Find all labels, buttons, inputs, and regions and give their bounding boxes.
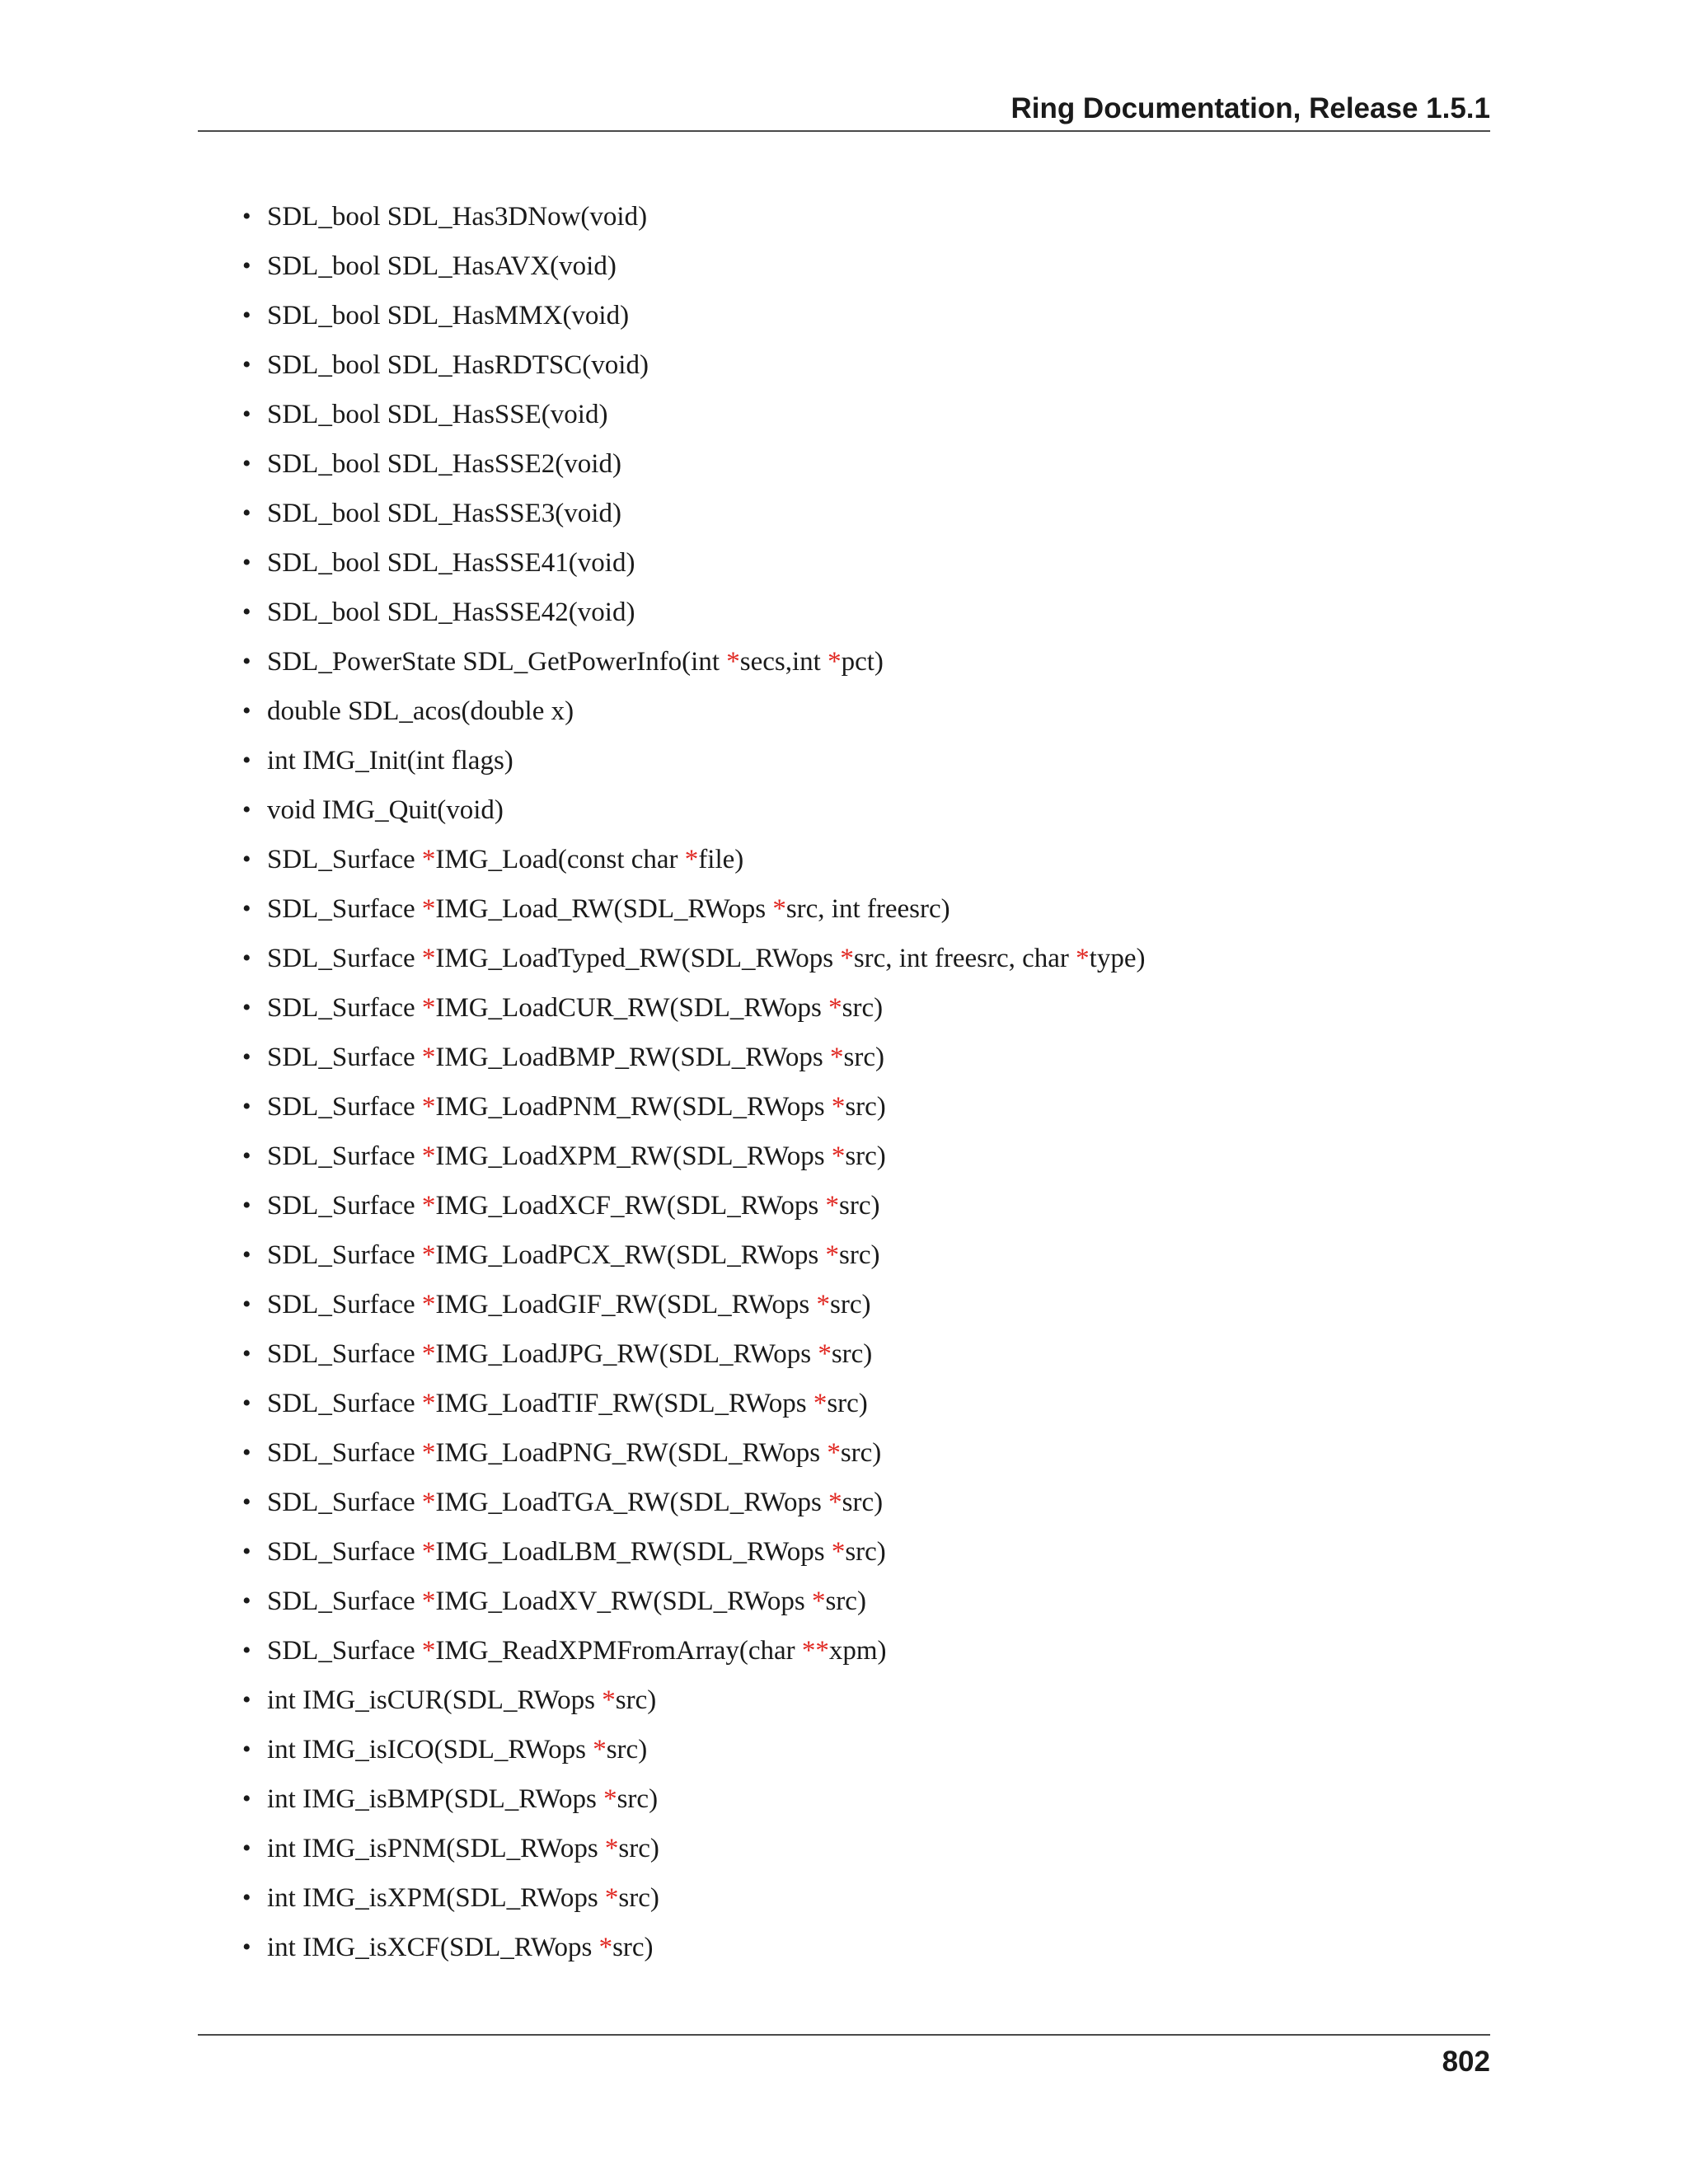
bullet-icon: • (242, 1686, 251, 1713)
bullet-icon: • (242, 252, 251, 279)
function-signature: SDL_Surface *IMG_LoadBMP_RW(SDL_RWops *src) (267, 1043, 884, 1072)
function-signature: int IMG_Init(int flags) (267, 746, 513, 776)
bullet-icon: • (242, 203, 251, 230)
function-signature: int IMG_isXPM(SDL_RWops *src) (267, 1883, 659, 1913)
function-signature: SDL_PowerState SDL_GetPowerInfo(int *secs,int *pct) (267, 647, 884, 677)
bullet-icon: • (242, 1291, 251, 1318)
bullet-icon: • (242, 895, 251, 922)
function-signature: SDL_Surface *IMG_LoadXPM_RW(SDL_RWops *src) (267, 1141, 886, 1171)
function-signature: SDL_bool SDL_HasSSE(void) (267, 400, 608, 429)
function-signature: double SDL_acos(double x) (267, 696, 574, 726)
function-signature: SDL_Surface *IMG_LoadXCF_RW(SDL_RWops *src) (267, 1191, 880, 1221)
bullet-icon: • (242, 302, 251, 329)
bullet-icon: • (242, 549, 251, 576)
bullet-icon: • (242, 1933, 251, 1961)
bullet-icon: • (242, 846, 251, 873)
bullet-icon: • (242, 994, 251, 1021)
bullet-icon: • (242, 1884, 251, 1911)
bullet-icon: • (242, 944, 251, 972)
bullet-icon: • (242, 747, 251, 774)
bullet-icon: • (242, 1390, 251, 1417)
function-signature: SDL_bool SDL_HasSSE2(void) (267, 449, 621, 479)
function-signature: SDL_Surface *IMG_LoadPCX_RW(SDL_RWops *src) (267, 1240, 880, 1270)
function-signature: SDL_Surface *IMG_Load_RW(SDL_RWops *src, int freesrc) (267, 894, 950, 924)
function-signature: SDL_bool SDL_HasSSE42(void) (267, 598, 635, 627)
function-signature: SDL_Surface *IMG_LoadLBM_RW(SDL_RWops *src) (267, 1537, 886, 1567)
page-header (198, 92, 1490, 132)
bullet-icon: • (242, 499, 251, 527)
function-signature: SDL_Surface *IMG_LoadXV_RW(SDL_RWops *src) (267, 1586, 866, 1616)
bullet-icon: • (242, 1835, 251, 1862)
bullet-icon: • (242, 401, 251, 428)
function-signature: int IMG_isICO(SDL_RWops *src) (267, 1735, 648, 1765)
bullet-icon: • (242, 1093, 251, 1120)
bullet-icon: • (242, 1142, 251, 1169)
bullet-icon: • (242, 1637, 251, 1664)
function-signature: int IMG_isBMP(SDL_RWops *src) (267, 1784, 659, 1814)
function-signature: int IMG_isPNM(SDL_RWops *src) (267, 1834, 659, 1863)
function-signature: SDL_Surface *IMG_LoadJPG_RW(SDL_RWops *src) (267, 1339, 873, 1369)
function-signature: void IMG_Quit(void) (267, 795, 504, 825)
bullet-icon: • (242, 1340, 251, 1367)
page-number: 802 (1442, 2046, 1490, 2078)
bullet-icon: • (242, 1192, 251, 1219)
bullet-icon: • (242, 1538, 251, 1565)
function-signature: SDL_Surface *IMG_LoadCUR_RW(SDL_RWops *src) (267, 993, 884, 1023)
bullet-icon: • (242, 1439, 251, 1466)
bullet-icon: • (242, 1785, 251, 1812)
bullet-icon: • (242, 648, 251, 675)
function-signature: SDL_Surface *IMG_LoadGIF_RW(SDL_RWops *src) (267, 1290, 871, 1319)
function-signature: SDL_bool SDL_HasSSE41(void) (267, 548, 635, 578)
bullet-icon: • (242, 598, 251, 626)
function-signature: SDL_Surface *IMG_LoadTIF_RW(SDL_RWops *src) (267, 1389, 868, 1418)
function-signature: SDL_Surface *IMG_LoadTyped_RW(SDL_RWops *src, int freesrc, char *type) (267, 944, 1146, 973)
bullet-icon: • (242, 450, 251, 477)
function-signature: SDL_bool SDL_HasRDTSC(void) (267, 350, 649, 380)
bullet-icon: • (242, 351, 251, 378)
function-signature: SDL_Surface *IMG_Load(const char *file) (267, 845, 744, 874)
bullet-icon: • (242, 1043, 251, 1071)
function-signature: SDL_Surface *IMG_ReadXPMFromArray(char **xpm) (267, 1636, 887, 1666)
function-signature: SDL_bool SDL_HasAVX(void) (267, 251, 617, 281)
bullet-icon: • (242, 1488, 251, 1516)
function-signature: SDL_Surface *IMG_LoadPNG_RW(SDL_RWops *src) (267, 1438, 882, 1468)
document-title: Ring Documentation, Release 1.5.1 (1010, 92, 1490, 124)
function-signature: int IMG_isXCF(SDL_RWops *src) (267, 1933, 654, 1962)
function-signature: SDL_bool SDL_HasSSE3(void) (267, 499, 621, 528)
bullet-icon: • (242, 1587, 251, 1615)
bullet-icon: • (242, 1736, 251, 1763)
function-signature: SDL_bool SDL_HasMMX(void) (267, 301, 630, 330)
function-signature: SDL_bool SDL_Has3DNow(void) (267, 202, 648, 232)
bullet-icon: • (242, 1241, 251, 1268)
bullet-icon: • (242, 796, 251, 823)
page-footer (198, 2034, 1490, 2078)
function-signature: int IMG_isCUR(SDL_RWops *src) (267, 1685, 657, 1715)
bullet-icon: • (242, 697, 251, 724)
function-signature: SDL_Surface *IMG_LoadPNM_RW(SDL_RWops *src) (267, 1092, 886, 1122)
function-signature: SDL_Surface *IMG_LoadTGA_RW(SDL_RWops *src) (267, 1488, 884, 1517)
